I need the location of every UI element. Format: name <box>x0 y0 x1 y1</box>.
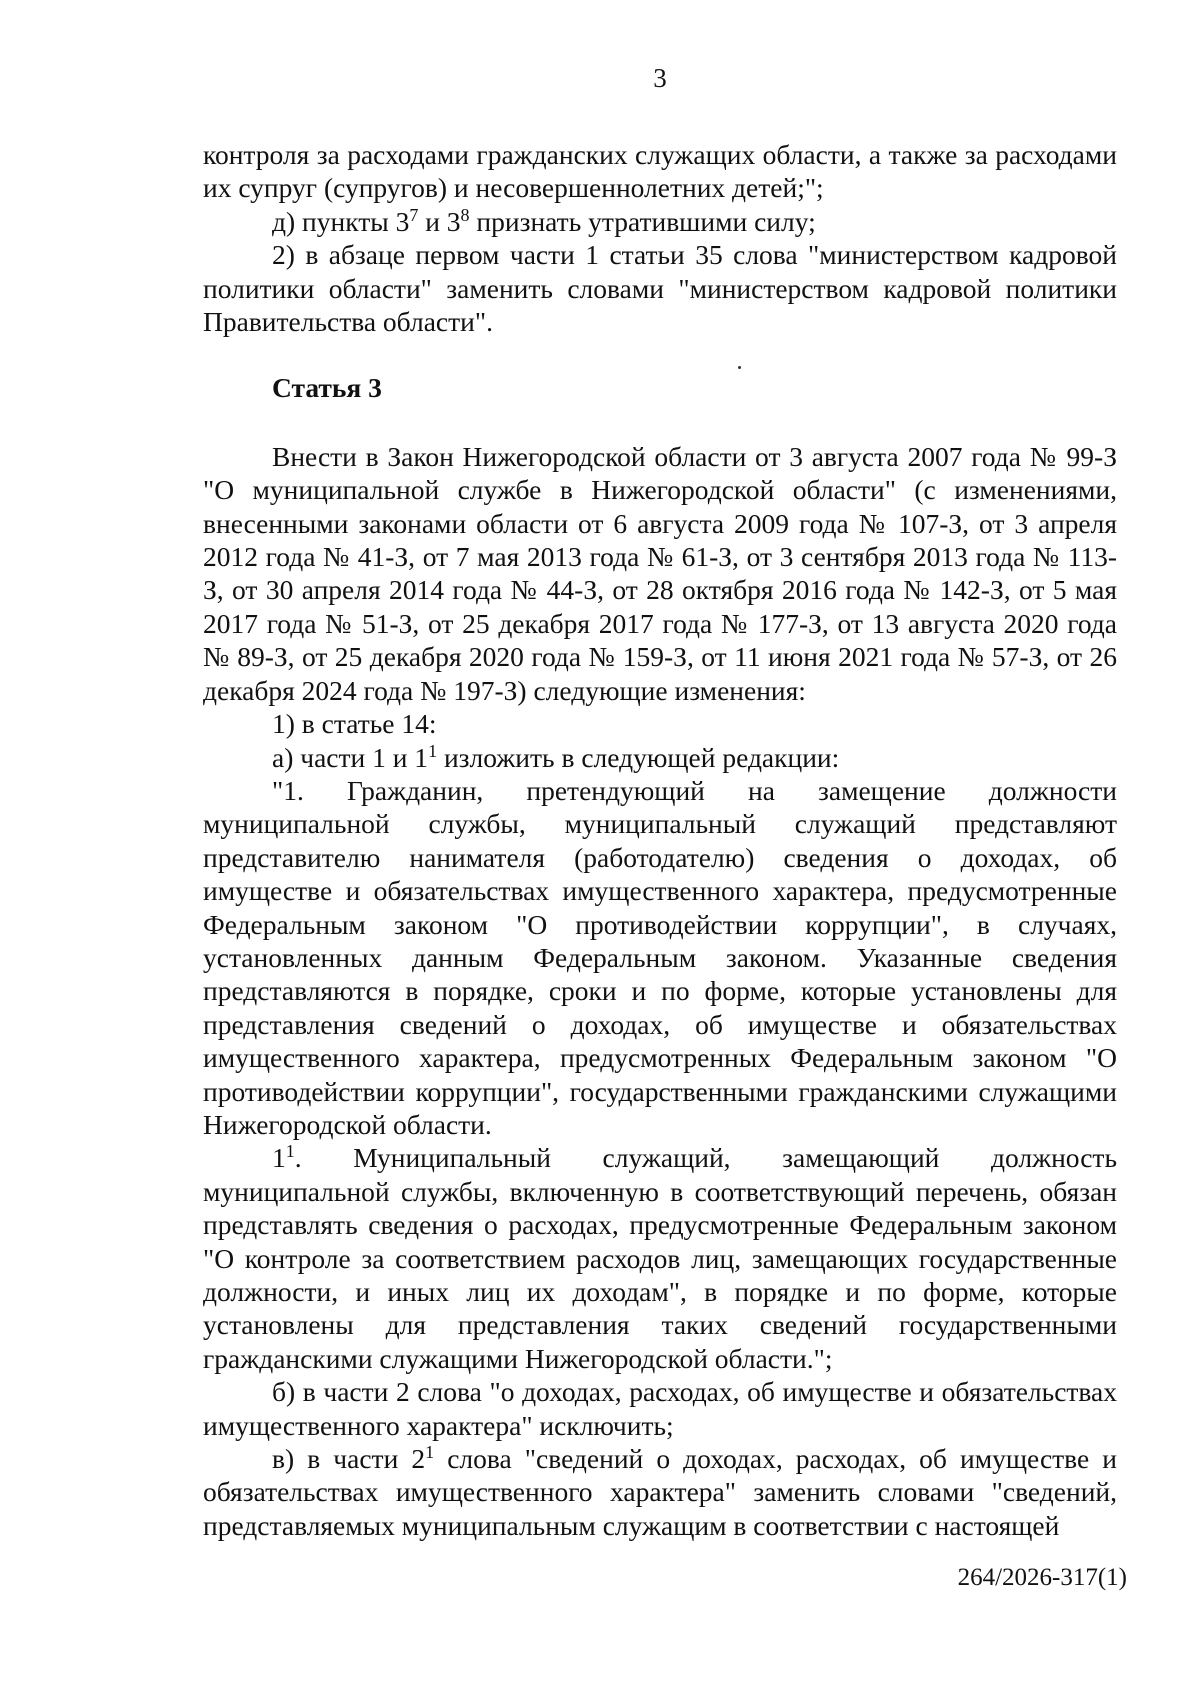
article-heading: Статья 3 <box>272 372 382 404</box>
document-code: 264/2026-317(1) <box>957 1564 1127 1591</box>
scan-speck <box>738 366 741 369</box>
paragraph-part-1-1: $1^1$. Муниципальный служащий, замещающий должность муниципальной службы, включенную в соответствующий перечень, обязан представлять сведения о расходах, предусмотренные Федеральным законом "О контроле за соответствием расходов лиц, замещающих государственные должности, и иных лиц их доходам", в порядке и по форме, которые установлены для представления таких сведений государственными гражданскими служащими Нижегородской области."; <box>203 1141 1117 1374</box>
document-body <box>203 138 1117 1542</box>
paragraph-part-1: "1. Гражданин, претендующий на замещение должности муниципальной службы, муниципальный служащий представляют представителю нанимателя (работодателю) сведения о доходах, об имуществе и обязательствах имущественного характера, предусмотренные Федеральным законом "О противодействии коррупции", в случаях, установленных данным Федеральным законом. Указанные сведения представляются в порядке, сроки и по форме, которые установлены для представления сведений о доходах, об имуществе и обязательствах имущественного характера, предусмотренных Федеральным законом "О противодействии коррупции", государственными гражданскими служащими Нижегородской области. <box>203 774 1117 1140</box>
paragraph-continuation: контроля за расходами гражданских служащих области, а также за расходами их супруг (супругов) и несовершеннолетних детей;"; <box>203 139 1117 204</box>
paragraph-item-1: 1) в статье 14: <box>272 708 437 740</box>
paragraph-article-intro: Внести в Закон Нижегородской области от 3 августа 2007 года № 99-З "О муниципальной службе в Нижегородской области" (с изменениями, внесенными законами области от 6 августа 2009 года № 107-З, от 3 апреля 2012 года № 41-З, от 7 мая 2013 года № 61-З, от 3 сентября 2013 года № 113-З, от 30 апреля 2014 года № 44-З, от 28 октября 2016 года № 142-З, от 5 мая 2017 года № 51-З, от 25 декабря 2017 года № 177-З, от 13 августа 2020 года № 89-З, от 25 декабря 2020 года № 159-З, от 11 июня 2021 года № 57-З, от 26 декабря 2024 года № 197-З) следующие изменения: <box>203 440 1117 706</box>
paragraph-item-d: д) пункты $3^7$ и $3^8$ признать утратившими силу; <box>272 204 816 237</box>
paragraph-item-2: 2) в абзаце первом части 1 статьи 35 слова "министерством кадровой политики области" заменить словами "министерством кадровой политики Правительства области". <box>203 239 1117 338</box>
paragraph-item-b: б) в части 2 слова "о доходах, расходах, об имуществе и обязательствах имущественного характера" исключить; <box>203 1376 1117 1441</box>
paragraph-item-v: в) в части $2^1$ слова "сведений о доходах, расходах, об имуществе и обязательствах имущественного характера" заменить словами "сведений, представляемых муниципальным служащим в соответствии с настоящей <box>203 1441 1118 1541</box>
page-number: 3 <box>653 63 667 93</box>
paragraph-item-a: а) части 1 и $1^1$ изложить в следующей редакции: <box>272 740 840 773</box>
